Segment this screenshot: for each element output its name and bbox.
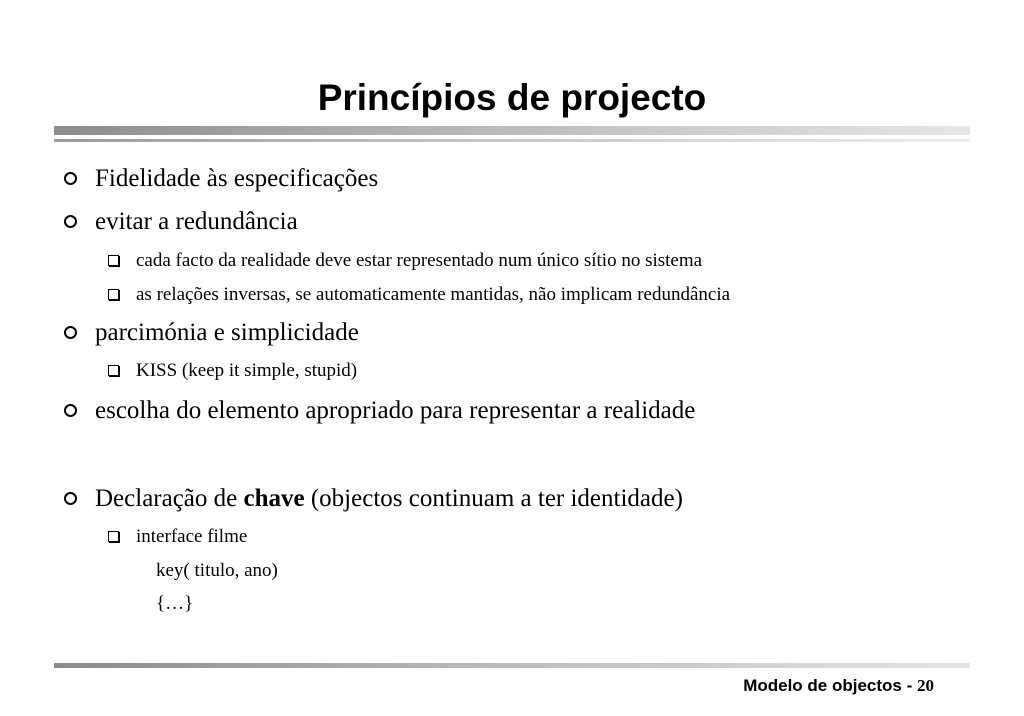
circle-bullet-icon bbox=[64, 172, 77, 185]
bullet-text: parcimónia e simplicidade bbox=[95, 319, 359, 346]
sub-bullet-text: KISS (keep it simple, stupid) bbox=[136, 360, 358, 381]
slide-title: Princípios de projecto bbox=[317, 77, 707, 118]
footer bbox=[743, 673, 934, 698]
code-line: {…} bbox=[156, 593, 194, 614]
sub-bullet-text: interface filme bbox=[136, 526, 248, 547]
circle-bullet-icon bbox=[64, 404, 77, 417]
footer-label: Modelo de objectos - bbox=[743, 676, 917, 695]
sub-bullet-item bbox=[108, 249, 702, 273]
circle-bullet-icon bbox=[64, 492, 77, 505]
square-bullet-icon bbox=[108, 365, 119, 376]
title-divider-thick bbox=[54, 126, 970, 135]
bullet-item bbox=[64, 484, 683, 514]
square-bullet-icon bbox=[108, 531, 119, 542]
bullet-text-bold: chave bbox=[243, 485, 305, 512]
circle-bullet-icon bbox=[64, 215, 77, 228]
bullet-text: evitar a redundância bbox=[95, 208, 298, 235]
bullet-text-before: Declaração de bbox=[95, 485, 244, 512]
page-number: 20 bbox=[917, 676, 934, 695]
bullet-item bbox=[64, 164, 378, 194]
bullet-text-after: (objectos continuam a ter identidade) bbox=[304, 485, 683, 512]
sub-bullet-item bbox=[108, 359, 357, 383]
code-line: key( titulo, ano) bbox=[156, 560, 278, 581]
square-bullet-icon bbox=[108, 255, 119, 266]
footer-divider bbox=[54, 663, 970, 668]
bullet-text: Fidelidade às especificações bbox=[95, 165, 379, 192]
square-bullet-icon bbox=[108, 289, 119, 300]
bullet-item bbox=[64, 318, 359, 348]
sub-bullet-item bbox=[108, 283, 730, 307]
title-divider-thin bbox=[54, 139, 970, 142]
bullet-text: escolha do elemento apropriado para representar a realidade bbox=[95, 397, 696, 424]
sub-bullet-text: as relações inversas, se automaticamente mantidas, não implicam redundância bbox=[136, 284, 731, 305]
sub-bullet-item bbox=[108, 525, 247, 549]
sub-bullet-text: cada facto da realidade deve estar representado num único sítio no sistema bbox=[136, 250, 703, 271]
bullet-item bbox=[64, 396, 695, 426]
bullet-item bbox=[64, 207, 298, 237]
circle-bullet-icon bbox=[64, 326, 77, 339]
